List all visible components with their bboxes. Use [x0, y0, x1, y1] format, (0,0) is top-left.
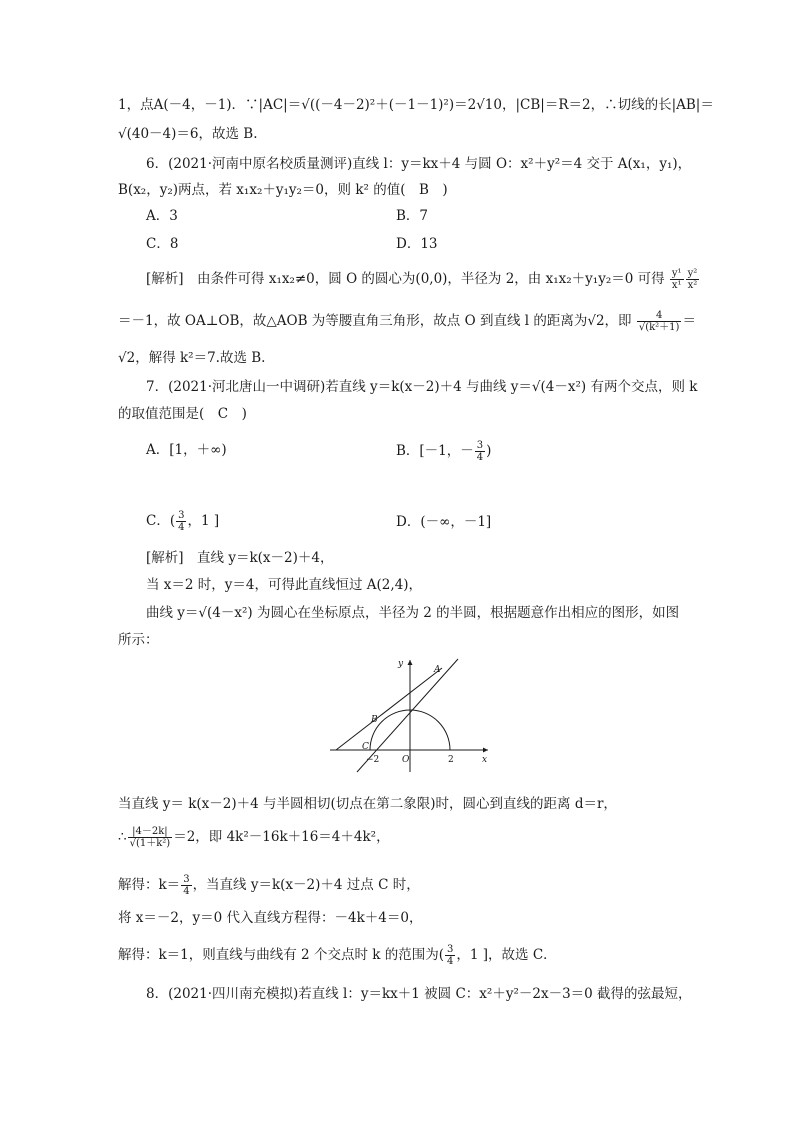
- question-8: 8．(2021·四川南充模拟)若直线 l：y＝kx＋1 被圆 C：x²＋y²－2x－3＝0 截得的弦最短，: [146, 986, 692, 1002]
- analysis-7-line1: [解析] 直线 y＝k(x－2)＋4，: [146, 550, 334, 566]
- analysis-6-line2: [118, 310, 696, 333]
- analysis-7-line9: 解得：k＝1，则直线与曲线有 2 个交点时 k 的范围为( $\frac{3}{4}$ ，1 ]，故选 C．: [118, 944, 557, 967]
- analysis-6-line3: √2，解得 k²＝7.故选 B.: [118, 350, 266, 366]
- x-label: x: [482, 755, 488, 765]
- choice-b: B．7: [396, 208, 429, 224]
- analysis-6-line1: [146, 268, 700, 291]
- equals: ＝: [682, 313, 696, 329]
- question-6-cont: B(x₂，y₂)两点，若 x₁x₂＋y₁y₂＝0，则 k² 的值( B ): [118, 182, 448, 198]
- choice-a: A．[1，＋∞): [146, 442, 227, 458]
- fraction: $\frac{|4-2k|}{\text{√(1＋k²)}}$: [129, 826, 171, 849]
- choice-b: B．[－1，－ $\frac{3}{4}$ ): [396, 440, 492, 463]
- point-a-label: A: [434, 665, 441, 675]
- fraction: $\frac{\text{y²}}{\text{x²}}$: [687, 268, 698, 291]
- fraction: $\frac{3}{4}$: [447, 944, 454, 967]
- tick-2: 2: [448, 755, 454, 765]
- analysis-7-line2: 当 x＝2 时，y＝4，可得此直线恒过 A(2,4)，: [146, 577, 423, 593]
- analysis-6-text: [解析] 由条件可得 x₁x₂≠0，圆 O 的圆心为(0,0)，半径为 2，由 x₁x₂＋y₁y₂＝0 可得: [146, 271, 665, 287]
- analysis-7-line5: 当直线 y＝ k(x－2)＋4 与半圆相切(切点在第二象限)时，圆心到直线的距离 d＝r，: [118, 796, 617, 812]
- analysis-7-line3: 曲线 y＝√(4－x²) 为圆心在坐标原点，半径为 2 的半圆，根据题意作出相应的图形，如图: [146, 605, 680, 621]
- semicircle-figure: [330, 656, 490, 774]
- analysis-7-line7: 解得：k＝ $\frac{3}{4}$ ，当直线 y＝k(x－2)＋4 过点 C 时，: [118, 874, 420, 897]
- analysis-7-line8: 将 x＝－2，y＝0 代入直线方程得：－4k＋4＝0，: [118, 910, 423, 926]
- choice-c: C．( $\frac{3}{4}$ ，1 ]: [146, 510, 220, 533]
- tick-neg-2: −2: [366, 755, 380, 765]
- question-7: 7．(2021·河北唐山一中调研)若直线 y＝k(x－2)＋4 与曲线 y＝√(4－x²) 有两个交点，则 k: [146, 379, 698, 395]
- choice-c: C．8: [146, 236, 179, 252]
- x-axis-arrow: [483, 748, 488, 753]
- choice-d: D．(－∞，－1]: [396, 514, 492, 530]
- question-7-cont: 的取值范围是( C ): [118, 406, 247, 422]
- question-6: 6．(2021·河南中原名校质量测评)直线 l：y＝kx＋4 与圆 O：x²＋y²＝4 交于 A(x₁，y₁)，: [146, 156, 692, 172]
- analysis-6-text: ＝－1，故 OA⊥OB，故△AOB 为等腰直角三角形，故点 O 到直线 l 的距离为√2，即: [118, 313, 632, 329]
- choice-d: D．13: [396, 236, 438, 252]
- choice-a: A．3: [146, 208, 178, 224]
- analysis-7-line6: ∴ $\frac{|4-2k|}{\text{√(1＋k²)}}$ ＝2，即 4k²－16k＋16＝4＋4k²，: [118, 826, 390, 849]
- text-line: 1，点A(－4，－1)．∵|AC|＝√((－4－2)²＋(－1－1)²)＝2√10，|CB|＝R＝2，∴切线的长|AB|＝: [118, 97, 714, 113]
- point-b-label: B: [371, 715, 378, 725]
- y-label: y: [398, 659, 404, 669]
- fraction: $\frac{3}{4}$: [183, 874, 190, 897]
- tangent-line: [336, 668, 442, 750]
- origin-label: O: [402, 755, 410, 765]
- fraction: $\frac{\text{y¹}}{\text{x¹}}$: [671, 268, 682, 291]
- text-line: √(40－4)＝6，故选 B.: [118, 126, 258, 142]
- figure-svg: [330, 656, 490, 774]
- analysis-7-line4: 所示：: [118, 632, 159, 648]
- y-axis-arrow: [408, 660, 413, 665]
- fraction: $\frac{4}{\text{√(k²＋1)}}$: [638, 310, 680, 333]
- point-c-label: C: [362, 742, 369, 752]
